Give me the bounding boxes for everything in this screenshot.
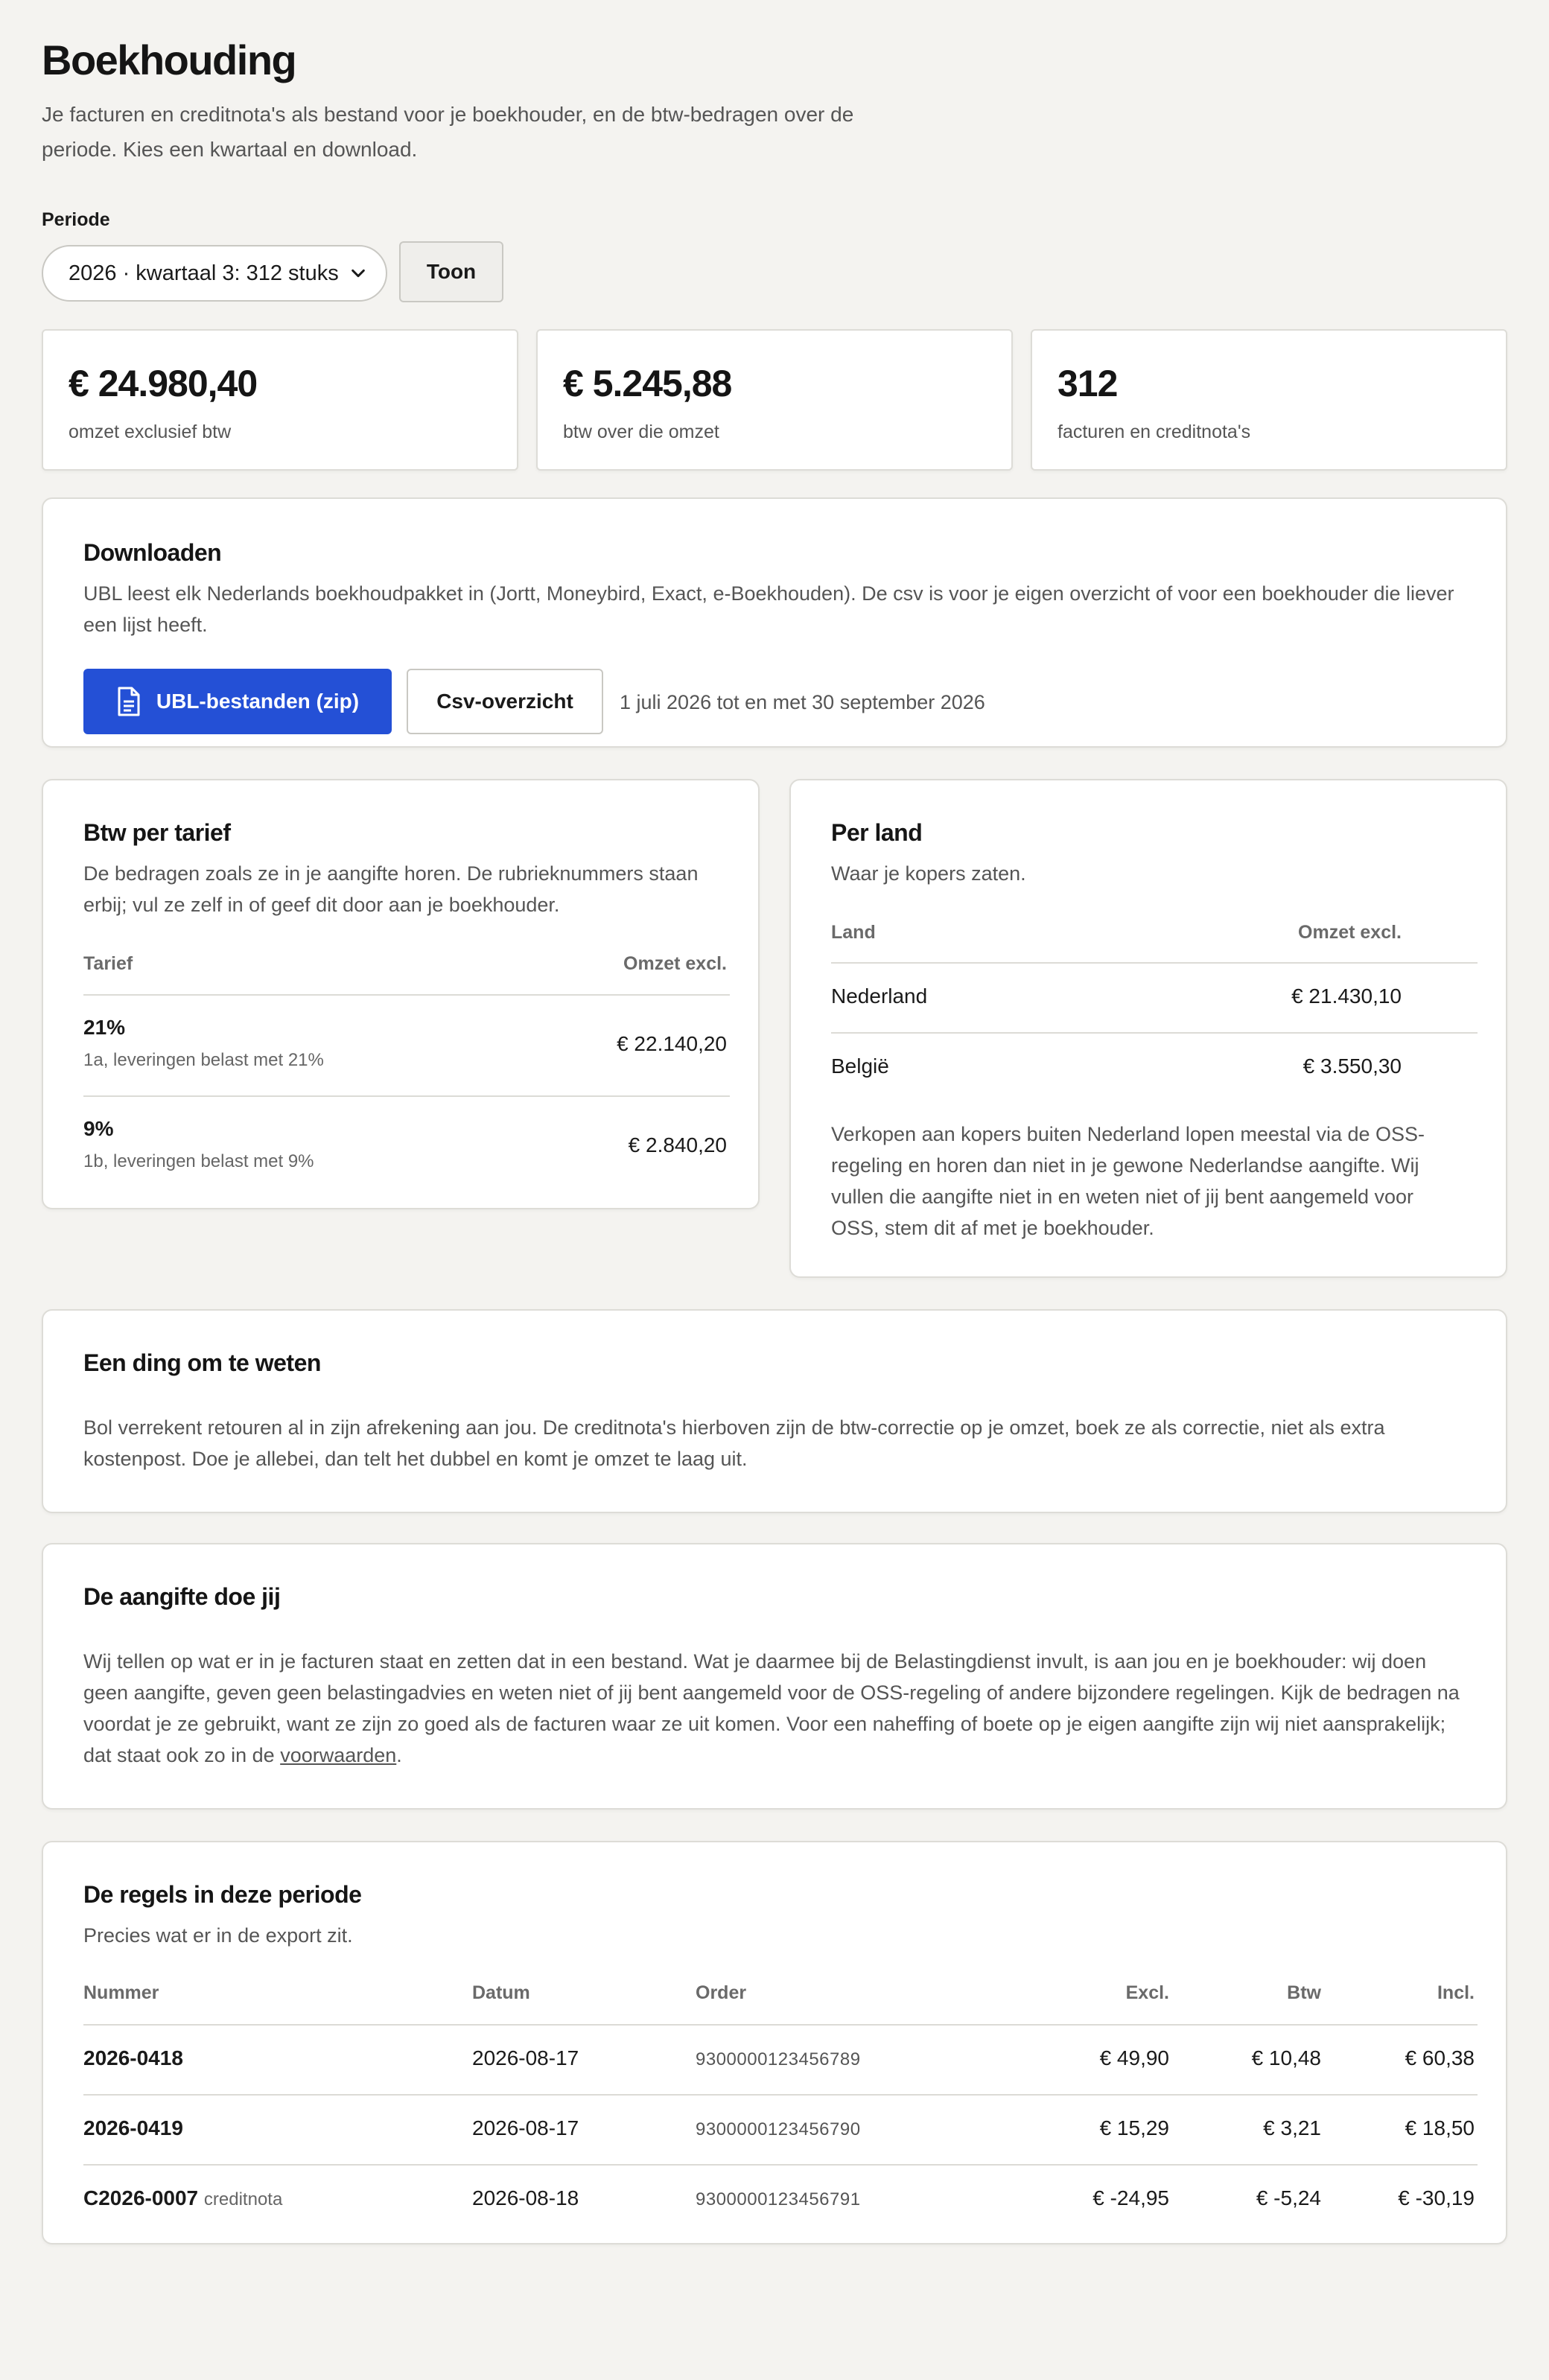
col-incl: Incl.: [1437, 1982, 1475, 2003]
country-row-name: Nederland: [831, 984, 928, 1008]
tip-card: [42, 1309, 1507, 1513]
lines-description: Precies wat er in de export zit.: [83, 1924, 353, 1947]
vat-row-amount: € 2.840,20: [628, 1133, 727, 1156]
line-vat: € 3,21: [1263, 2116, 1321, 2139]
table-divider: [83, 2164, 1478, 2166]
vat-col-rate: Tarief: [83, 953, 133, 974]
line-vat: € -5,24: [1256, 2186, 1321, 2209]
download-description: UBL leest elk Nederlands boekhoudpakket in (Jortt, Moneybird, Exact, e-Boekhouden). De csv is voor je eigen overzicht of voor een boekhouder die liever een lijst heeft.: [83, 582, 1454, 636]
line-number-cell: [83, 2186, 282, 2210]
stat-label: btw over die omzet: [563, 421, 719, 442]
table-divider: [83, 2094, 1478, 2096]
vat-rate-description: De bedragen zoals ze in je aangifte horen. De rubrieknummers staan erbij; vul ze zelf in of geef dit door aan je boekhouder.: [83, 862, 699, 916]
line-order: 9300000123456790: [696, 2119, 861, 2139]
line-excl: € 49,90: [1099, 2046, 1169, 2069]
country-card: [789, 779, 1507, 1278]
tip-title: Een ding om te weten: [83, 1349, 321, 1376]
stat-label: facturen en creditnota's: [1057, 421, 1251, 442]
lines-card: [42, 1841, 1507, 2244]
line-excl: € 15,29: [1099, 2116, 1169, 2139]
csv-download-button[interactable]: Csv-overzicht: [407, 669, 603, 734]
line-order: 9300000123456789: [696, 2049, 861, 2069]
table-divider: [831, 1032, 1478, 1034]
line-number: 2026-0418: [83, 2046, 183, 2069]
period-label: Periode: [42, 209, 110, 230]
lines-title: De regels in deze periode: [83, 1881, 362, 1908]
stat-value: € 24.980,40: [69, 363, 258, 404]
vat-row-rate: 9%: [83, 1117, 114, 1140]
line-vat: € 10,48: [1251, 2046, 1321, 2069]
page-title: Boekhouding: [42, 36, 296, 83]
vat-row-note: 1b, leveringen belast met 9%: [83, 1151, 314, 1171]
stat-card-count: [1031, 329, 1507, 471]
country-description: Waar je kopers zaten.: [831, 862, 1026, 885]
chevron-down-icon: [350, 265, 366, 281]
vat-row-rate: 21%: [83, 1016, 126, 1039]
stat-card-vat: [536, 329, 1013, 471]
declaration-title: De aangifte doe jij: [83, 1583, 281, 1610]
show-button[interactable]: Toon: [399, 241, 503, 302]
vat-rate-card: [42, 779, 760, 1209]
vat-rate-title: Btw per tarief: [83, 819, 231, 846]
country-row-amount: € 21.430,10: [1291, 984, 1402, 1008]
stat-label: omzet exclusief btw: [69, 421, 232, 442]
country-row-amount: € 3.550,30: [1303, 1054, 1402, 1078]
line-incl: € 60,38: [1405, 2046, 1475, 2069]
line-incl: € 18,50: [1405, 2116, 1475, 2139]
download-title: Downloaden: [83, 539, 222, 566]
col-excl: Excl.: [1125, 1982, 1169, 2003]
declaration-card: [42, 1543, 1507, 1810]
tip-text: Bol verrekent retouren al in zijn afrekening aan jou. De creditnota's hierboven zijn de btw-correctie op je omzet, boek ze als correctie, niet als extra kostenpost. Doe je allebei, dan telt het dubbel en komt je omzet te laag uit.: [83, 1416, 1385, 1470]
line-order: 9300000123456791: [696, 2189, 861, 2209]
table-divider: [83, 1095, 730, 1097]
line-number: C2026-0007: [83, 2186, 199, 2209]
col-order: Order: [696, 1982, 747, 2003]
country-row-name: België: [831, 1054, 889, 1078]
vat-row-amount: € 22.140,20: [617, 1032, 727, 1055]
table-divider: [831, 962, 1478, 964]
col-date: Datum: [472, 1982, 530, 2003]
country-oss-note: Verkopen aan kopers buiten Nederland lopen meestal via de OSS-regeling en horen dan niet in je gewone Nederlandse aangifte. Wij vullen die aangifte niet in en weten niet of jij bent aangemeld voor OSS, stem dit af met je boekhouder.: [831, 1123, 1425, 1239]
document-icon: [116, 687, 141, 716]
stat-value: € 5.245,88: [563, 363, 732, 404]
creditnota-tag: creditnota: [203, 2189, 283, 2209]
vat-col-amount: Omzet excl.: [623, 953, 727, 974]
line-date: 2026-08-17: [472, 2116, 579, 2139]
period-select[interactable]: [42, 245, 387, 302]
country-title: Per land: [831, 819, 923, 846]
stat-card-revenue: [42, 329, 518, 471]
download-card: [42, 497, 1507, 748]
table-divider: [83, 2024, 1478, 2026]
table-divider: [83, 994, 730, 996]
col-number: Nummer: [83, 1982, 159, 2003]
line-date: 2026-08-18: [472, 2186, 579, 2209]
ubl-download-button[interactable]: [83, 669, 392, 734]
country-col-country: Land: [831, 922, 876, 943]
terms-link[interactable]: voorwaarden: [280, 1744, 397, 1766]
declaration-text: [83, 1646, 1469, 1771]
page-intro: Je facturen en creditnota's als bestand voor je boekhouder, en de btw-bedragen over de periode. Kies een kwartaal en download.: [42, 103, 854, 161]
ubl-download-label: UBL-bestanden (zip): [156, 690, 360, 713]
stat-value: 312: [1057, 363, 1118, 404]
declaration-text-body: Wij tellen op wat er in je facturen staat en zetten dat in een bestand. Wat je daarmee bij de Belastingdienst invult, is aan jou en je boekhouder: wij doen geen aangifte, geven geen belastingadvies en weten niet of jij bent aangemeld voor de OSS-regeling of andere bijzondere regelingen. Kijk de bedragen na voordat je ze gebruikt, want ze zijn zo goed als de facturen waar ze uit komen. Voor een naheffing of boete op je eigen aangifte zijn wij niet aansprakelijk; dat staat ook zo in de: [83, 1650, 1460, 1766]
country-col-amount: Omzet excl.: [1298, 922, 1402, 943]
line-number: 2026-0419: [83, 2116, 183, 2139]
line-excl: € -24,95: [1092, 2186, 1169, 2209]
period-select-value: 2026 · kwartaal 3: 312 stuks: [69, 261, 339, 285]
vat-row-note: 1a, leveringen belast met 21%: [83, 1050, 324, 1070]
col-vat: Btw: [1287, 1982, 1321, 2003]
line-incl: € -30,19: [1398, 2186, 1475, 2209]
download-range: 1 juli 2026 tot en met 30 september 2026: [620, 691, 985, 713]
line-date: 2026-08-17: [472, 2046, 579, 2069]
declaration-text-end: .: [396, 1744, 402, 1766]
